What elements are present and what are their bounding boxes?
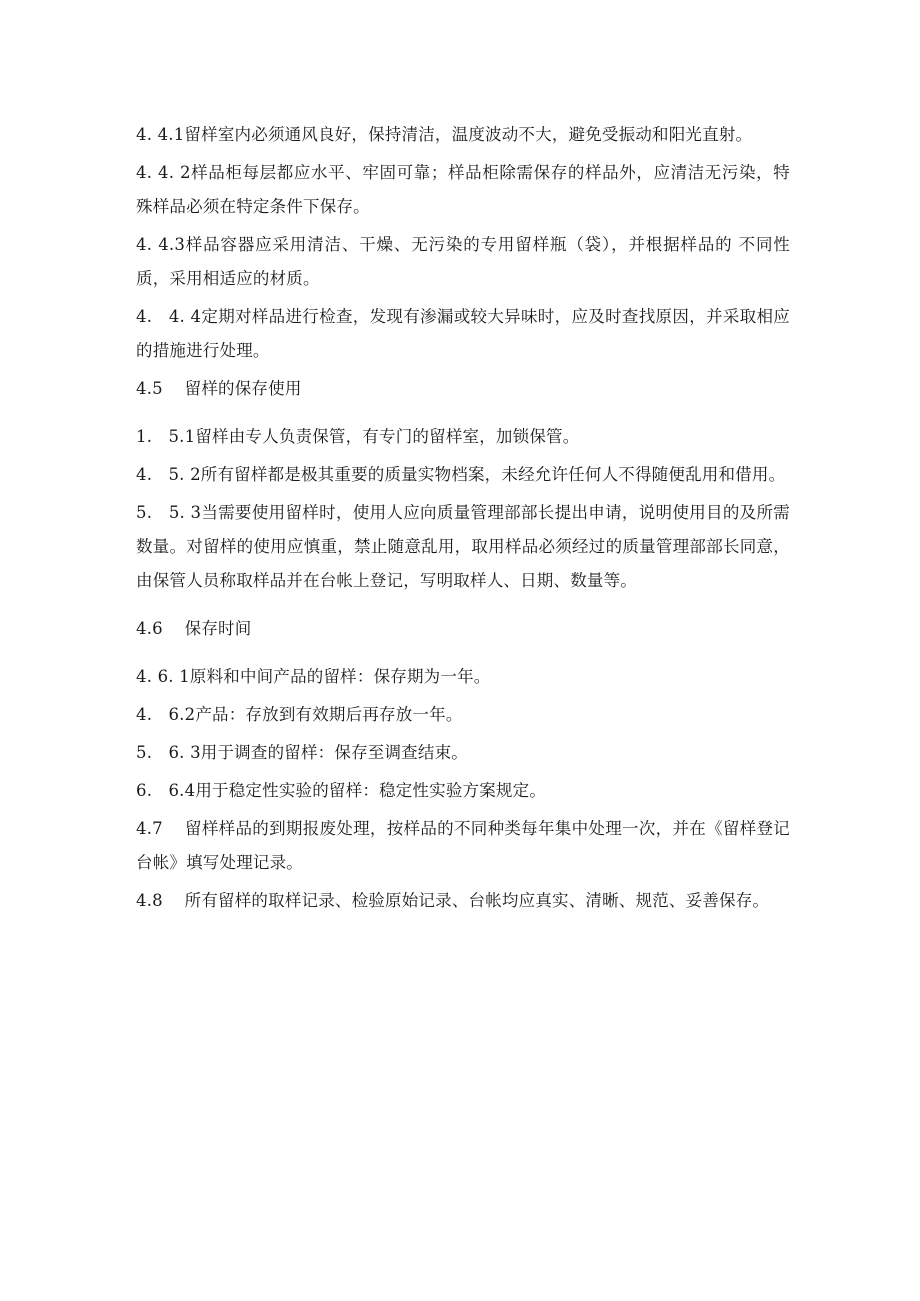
paragraph-4-8: 4.8 所有留样的取样记录、检验原始记录、台帐均应真实、清晰、规范、妥善保存。 [136,891,770,910]
section-heading-4-5: 4.5 留样的保存使用 [136,379,302,398]
paragraph-4-6-2: 4. 6.2产品：存放到有效期后再存放一年。 [136,705,463,724]
paragraph-4-4-3: 4. 4.3样品容器应采用清洁、干燥、无污染的专用留样瓶（袋），并根据样品的 不同性质，采用相适应的材质。 [136,235,790,288]
paragraph-4-4-1: 4. 4.1留样室内必须通风良好，保持清洁，温度波动不大，避免受振动和阳光直射。 [136,125,753,144]
paragraph-4-6-1: 4. 6. 1原料和中间产品的留样：保存期为一年。 [136,667,491,686]
paragraph-4-5-3: 5. 5. 3当需要使用留样时，使用人应向质量管理部部长提出申请，说明使用目的及所需数量。对留样的使用应慎重，禁止随意乱用，取用样品必须经过的质量管理部部长同意，由保管人员称取样品并在台帐上登记，写明取样人、日期、数量等。 [136,503,790,590]
document-body [136,118,790,922]
paragraph-4-6-3: 5. 6. 3用于调查的留样：保存至调查结束。 [136,743,468,762]
paragraph-4-5-1: 1. 5.1留样由专人负责保管，有专门的留样室，加锁保管。 [136,427,580,446]
paragraph-4-4-4: 4. 4. 4定期对样品进行检查，发现有渗漏或较大异味时，应及时查找原因，并采取相应的措施进行处理。 [136,307,790,360]
paragraph-4-6-4: 6. 6.4用于稳定性实验的留样：稳定性实验方案规定。 [136,781,547,800]
section-heading-4-6: 4.6 保存时间 [136,619,252,638]
paragraph-4-5-2: 4. 5. 2所有留样都是极其重要的质量实物档案，未经允许任何人不得随便乱用和借用。 [136,465,786,484]
paragraph-4-7: 4.7 留样样品的到期报废处理，按样品的不同种类每年集中处理一次，并在《留样登记台帐》填写处理记录。 [136,819,790,872]
paragraph-4-4-2: 4. 4. 2样品柜每层都应水平、牢固可靠；样品柜除需保存的样品外，应清洁无污染，特殊样品必须在特定条件下保存。 [136,163,790,216]
